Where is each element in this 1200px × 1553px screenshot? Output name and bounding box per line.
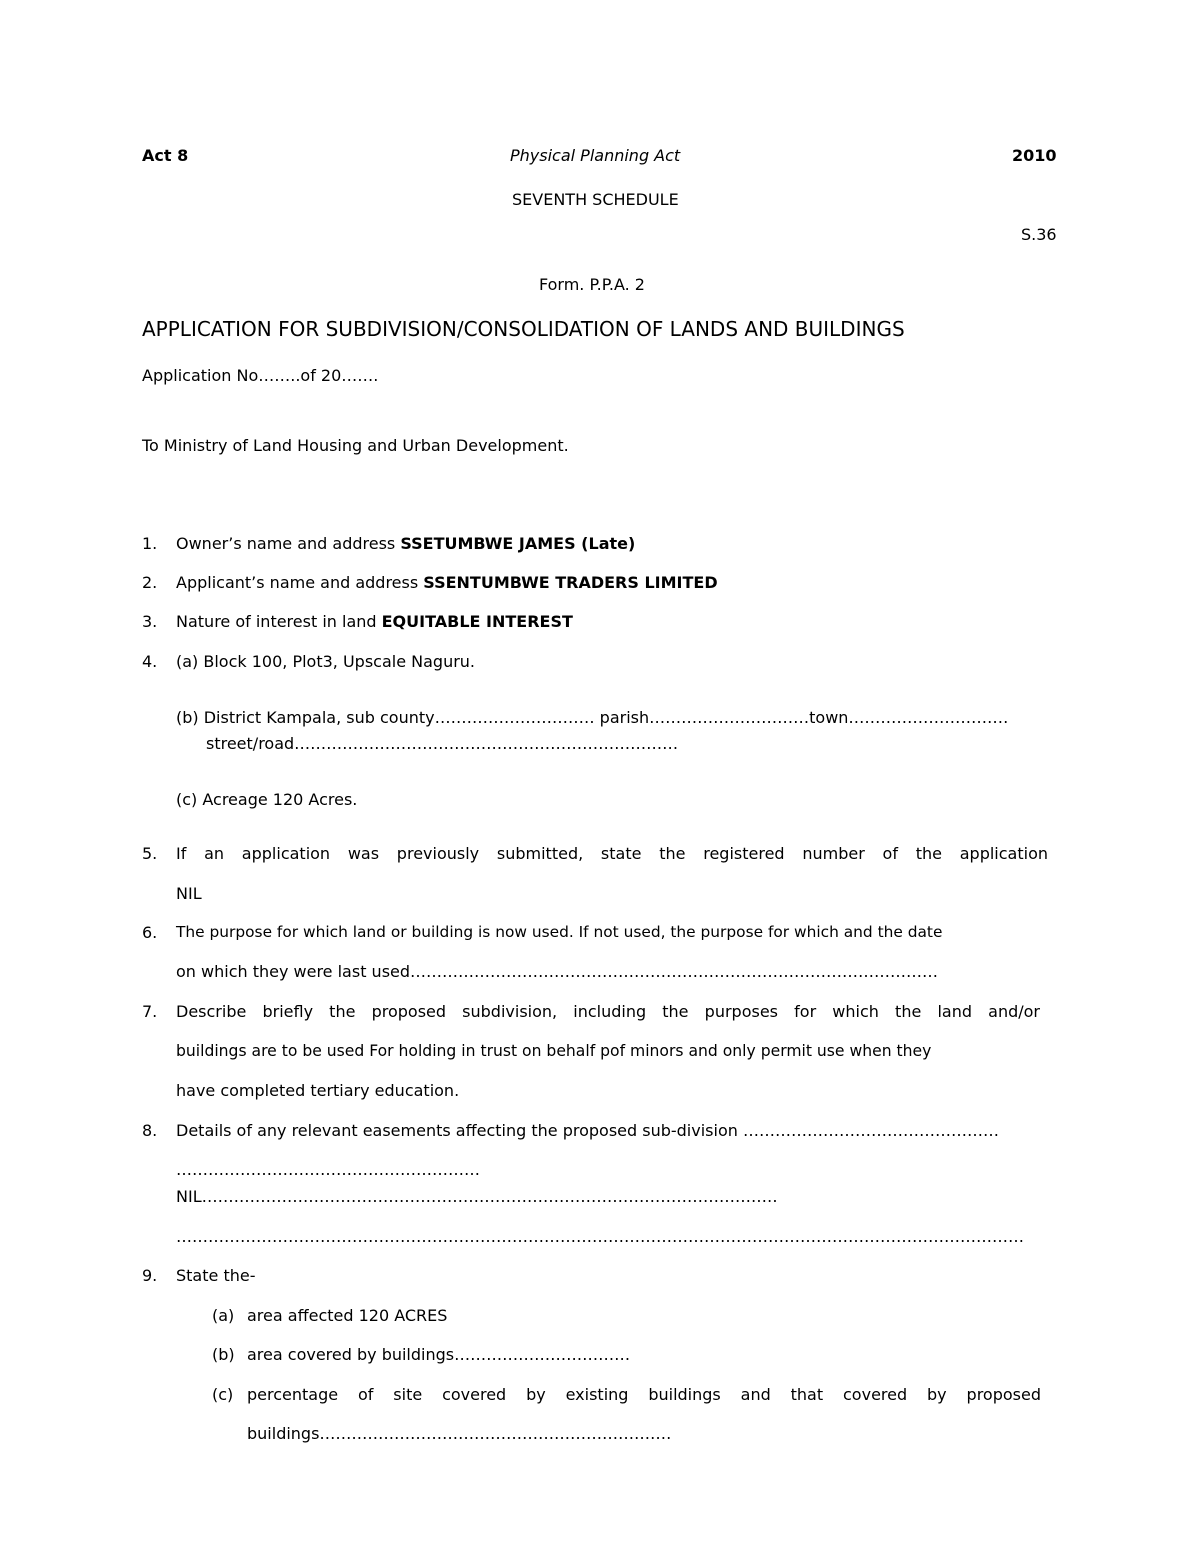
item-7-line-2: buildings are to be used For holding in trust on behalf pof minors and only permit use when they: [176, 1042, 932, 1060]
item-6-line-1: The purpose for which land or building is now used. If not used, the purpose for which and the date: [176, 923, 943, 941]
item-2-number: 2.: [142, 573, 158, 592]
item-9a-area-affected: area affected 120 ACRES: [247, 1306, 448, 1325]
item-1-label: Owner’s name and address: [176, 534, 401, 553]
item-3-label: Nature of interest in land: [176, 612, 382, 631]
item-7-line-3: have completed tertiary education.: [176, 1081, 460, 1100]
item-9c-line-2: buildings…………………………………………………………: [247, 1424, 672, 1443]
item-8-line-4: ……………………………………………………………………………………………………………………………………………: [176, 1227, 1024, 1246]
item-5-line-1: If an application was previously submitted, state the registered number of the application: [176, 844, 1048, 863]
item-1-number: 1.: [142, 534, 158, 553]
item-6-line-2: on which they were last used………………………………………………………………………………………: [176, 962, 939, 981]
item-9c-letter: (c): [212, 1385, 234, 1404]
item-8-line-2: …………………………………………………: [176, 1160, 480, 1179]
item-4-number: 4.: [142, 652, 158, 671]
item-3-number: 3.: [142, 612, 158, 631]
item-6-number: 6.: [142, 923, 158, 942]
item-4b-street-road: street/road………………………………………………………………: [206, 734, 679, 753]
section-reference: S.36: [1021, 225, 1057, 244]
item-9b-area-buildings: area covered by buildings……………………………: [247, 1345, 631, 1364]
interest-type: EQUITABLE INTEREST: [381, 612, 573, 631]
addressee: To Ministry of Land Housing and Urban Development.: [142, 436, 569, 455]
item-8-answer: NIL………………………………………………………………………………………………: [176, 1187, 778, 1206]
item-4b-district: (b) District Kampala, sub county………………………… parish…………………………town…………………………: [176, 708, 1009, 727]
owner-name: SSETUMBWE JAMES (Late): [400, 534, 636, 553]
item-5-number: 5.: [142, 844, 158, 863]
item-9-intro: State the-: [176, 1266, 256, 1285]
item-9b-letter: (b): [212, 1345, 235, 1364]
application-number: Application No……..of 20…….: [142, 366, 379, 385]
item-2-label: Applicant’s name and address: [176, 573, 424, 592]
item-2: [176, 573, 718, 592]
item-8-number: 8.: [142, 1121, 158, 1140]
form-reference: Form. P.P.A. 2: [539, 275, 645, 294]
form-title: APPLICATION FOR SUBDIVISION/CONSOLIDATION OF LANDS AND BUILDINGS: [142, 317, 905, 341]
item-8-line-1: Details of any relevant easements affecting the proposed sub-division …………………………………………: [176, 1121, 999, 1140]
item-3: [176, 612, 573, 631]
item-9a-letter: (a): [212, 1306, 235, 1325]
item-9-number: 9.: [142, 1266, 158, 1285]
schedule-heading: SEVENTH SCHEDULE: [512, 190, 679, 209]
header-act-title: Physical Planning Act: [510, 146, 681, 165]
item-4c-acreage: (c) Acreage 120 Acres.: [176, 790, 358, 809]
item-7-number: 7.: [142, 1002, 158, 1021]
item-4a-block-plot: (a) Block 100, Plot3, Upscale Naguru.: [176, 652, 476, 671]
item-9c-line-1: percentage of site covered by existing buildings and that covered by proposed: [247, 1385, 1041, 1404]
item-1: [176, 534, 635, 553]
header-year: 2010: [1012, 146, 1057, 165]
item-5-answer: NIL: [176, 884, 202, 903]
item-7-line-1: Describe briefly the proposed subdivision, including the purposes for which the land and/or: [176, 1002, 1040, 1021]
header-act: Act 8: [142, 146, 189, 165]
applicant-name: SSENTUMBWE TRADERS LIMITED: [423, 573, 718, 592]
